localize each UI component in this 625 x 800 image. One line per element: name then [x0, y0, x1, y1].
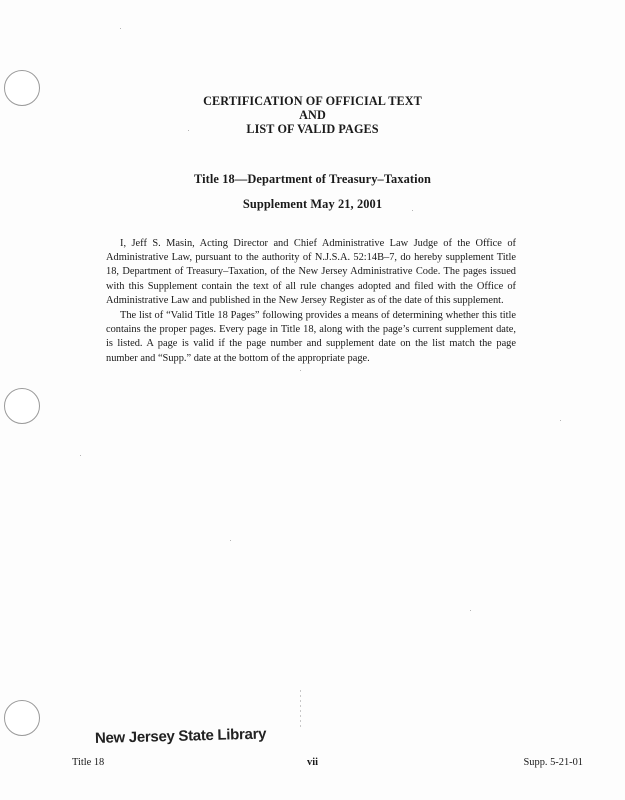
library-stamp: New Jersey State Library [94, 725, 267, 747]
footer-supplement-date: Supp. 5-21-01 [523, 757, 583, 768]
title-heading: Title 18—Department of Treasury–Taxation [193, 172, 431, 186]
footer-title: Title 18 [72, 757, 105, 768]
punch-hole-middle [4, 388, 40, 424]
heading-line-1: CERTIFICATION OF OFFICIAL TEXT [203, 94, 422, 108]
scan-speck [470, 610, 471, 611]
punch-hole-bottom [4, 700, 40, 736]
heading-line-3: LIST OF VALID PAGES [246, 122, 379, 136]
scan-speck [412, 210, 413, 211]
scan-artifact-line [300, 690, 301, 730]
supplement-heading: Supplement May 21, 2001 [242, 197, 383, 211]
scan-speck [230, 540, 231, 541]
scan-speck [80, 455, 81, 456]
scan-speck [120, 28, 121, 29]
scan-speck [188, 130, 189, 131]
valid-pages-paragraph: The list of “Valid Title 18 Pages” following provides a means of determining whether this title contains the proper pages. Every page in Title 18, along with the page’s current supplement date, is listed. A page is valid if the page number and supplement date on the list match the page number and “Supp.” date at the bottom of the appropriate page. [106, 310, 516, 364]
scan-speck [560, 420, 561, 421]
footer-page-number: vii [307, 757, 318, 768]
heading-line-2: AND [299, 108, 326, 122]
scan-speck [300, 370, 301, 371]
certification-paragraph: I, Jeff S. Masin, Acting Director and Chief Administrative Law Judge of the Office of Administrative Law, pursuant to the authority of N.J.S.A. 52:14B–7, do hereby supplement Title 18, Department of Treasury–Taxation, of the New Jersey Administrative Code. The pages issued with this Supplement contain the text of all rule changes adopted and filed with the Office of Administrative Law and published in the New Jersey Register as of the date of this supplement. [106, 238, 516, 306]
